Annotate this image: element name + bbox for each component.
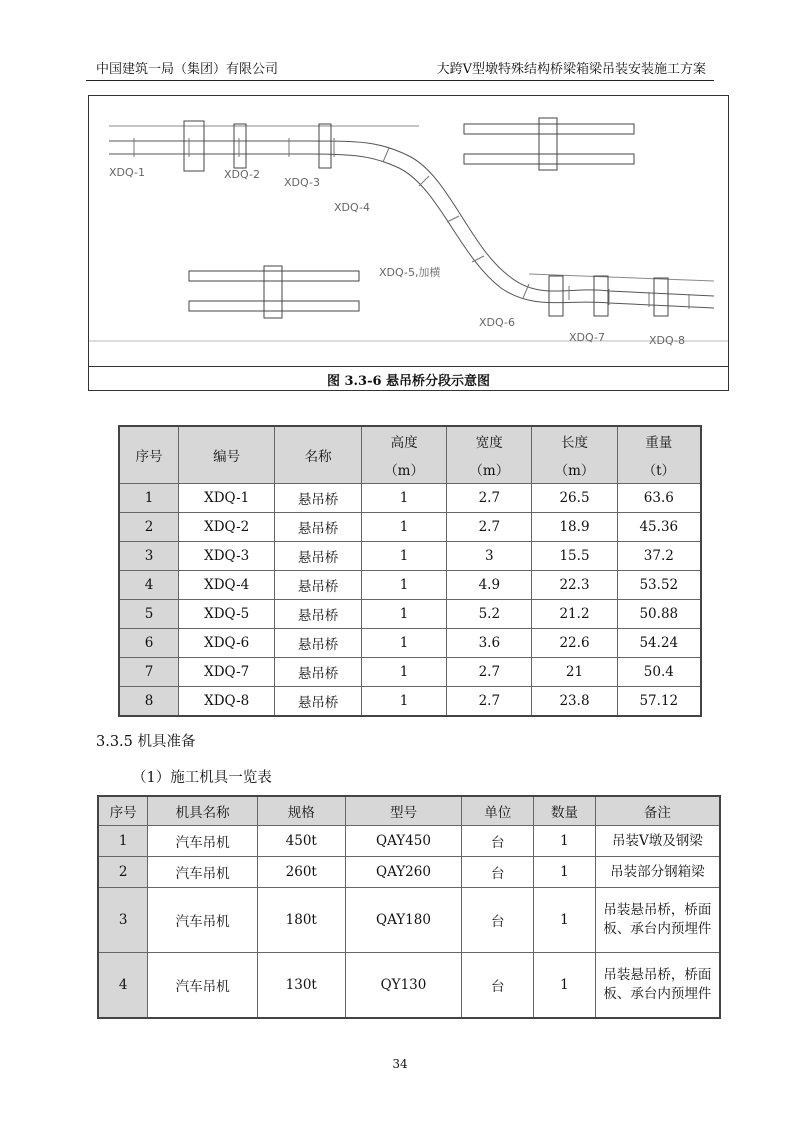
segment-label-xdq-7: XDQ-7 bbox=[569, 331, 605, 344]
cell-unit: 台 bbox=[462, 888, 534, 953]
cell-name: 悬吊桥 bbox=[275, 571, 362, 600]
cell-code: XDQ-2 bbox=[179, 513, 275, 542]
table-row bbox=[119, 658, 701, 687]
cell-index: 2 bbox=[98, 857, 148, 888]
cell-spec: 260t bbox=[257, 857, 345, 888]
cell-height: 1 bbox=[362, 687, 447, 717]
cell-weight: 53.52 bbox=[617, 571, 701, 600]
cell-model: QAY260 bbox=[345, 857, 462, 888]
cell-equipment-name: 汽车吊机 bbox=[148, 888, 258, 953]
cell-note: 吊装V墩及钢梁 bbox=[595, 826, 720, 857]
cell-model: QAY450 bbox=[345, 826, 462, 857]
col-header-unit: 单位 bbox=[462, 796, 534, 826]
cell-height: 1 bbox=[362, 658, 447, 687]
col-header-width: 宽度 （m） bbox=[447, 426, 532, 484]
cell-width: 2.7 bbox=[447, 658, 532, 687]
cell-code: XDQ-5 bbox=[179, 600, 275, 629]
cell-weight: 45.36 bbox=[617, 513, 701, 542]
header-company: 中国建筑一局（集团）有限公司 bbox=[96, 62, 279, 77]
cell-width: 3.6 bbox=[447, 629, 532, 658]
table-row bbox=[119, 484, 701, 513]
cell-code: XDQ-7 bbox=[179, 658, 275, 687]
cell-name: 悬吊桥 bbox=[275, 629, 362, 658]
cell-index: 5 bbox=[119, 600, 179, 629]
cell-length: 21 bbox=[532, 658, 617, 687]
cell-index: 1 bbox=[119, 484, 179, 513]
segment-label-xdq-3: XDQ-3 bbox=[284, 176, 320, 189]
figure-caption: 图 3.3-6 悬吊桥分段示意图 bbox=[89, 366, 728, 391]
cell-length: 15.5 bbox=[532, 542, 617, 571]
cell-width: 2.7 bbox=[447, 484, 532, 513]
col-header-name: 名称 bbox=[275, 426, 362, 484]
cell-equipment-name: 汽车吊机 bbox=[148, 826, 258, 857]
cell-length: 23.8 bbox=[532, 687, 617, 717]
cell-index: 3 bbox=[119, 542, 179, 571]
table-row bbox=[98, 826, 720, 857]
col-header-note: 备注 bbox=[595, 796, 720, 826]
equipment-table-header-row bbox=[98, 796, 720, 826]
cell-length: 22.3 bbox=[532, 571, 617, 600]
cell-quantity: 1 bbox=[534, 826, 596, 857]
cell-height: 1 bbox=[362, 629, 447, 658]
table-row bbox=[98, 953, 720, 1019]
table-row bbox=[98, 888, 720, 953]
col-header-quantity: 数量 bbox=[534, 796, 596, 826]
cell-index: 1 bbox=[98, 826, 148, 857]
cell-code: XDQ-1 bbox=[179, 484, 275, 513]
cell-note: 吊装部分钢箱梁 bbox=[595, 857, 720, 888]
cell-name: 悬吊桥 bbox=[275, 687, 362, 717]
segment-label-xdq-2: XDQ-2 bbox=[224, 168, 260, 181]
col-header-length: 长度 （m） bbox=[532, 426, 617, 484]
cell-equipment-name: 汽车吊机 bbox=[148, 857, 258, 888]
cell-weight: 54.24 bbox=[617, 629, 701, 658]
col-header-spec: 规格 bbox=[257, 796, 345, 826]
segment-label-xdq-4: XDQ-4 bbox=[334, 201, 370, 214]
cell-width: 3 bbox=[447, 542, 532, 571]
table-row bbox=[119, 542, 701, 571]
col-header-equipment-name: 机具名称 bbox=[148, 796, 258, 826]
cell-code: XDQ-8 bbox=[179, 687, 275, 717]
cell-weight: 50.4 bbox=[617, 658, 701, 687]
subsection-heading: （1）施工机具一览表 bbox=[132, 770, 272, 786]
segment-table-header-row bbox=[119, 426, 701, 484]
table-row bbox=[119, 600, 701, 629]
cell-model: QAY180 bbox=[345, 888, 462, 953]
cell-weight: 63.6 bbox=[617, 484, 701, 513]
table-row bbox=[119, 571, 701, 600]
col-header-model: 型号 bbox=[345, 796, 462, 826]
header-doc-title: 大跨V型墩特殊结构桥梁箱梁吊装安装施工方案 bbox=[436, 62, 706, 77]
section-heading: 3.3.5 机具准备 bbox=[96, 734, 196, 750]
cell-unit: 台 bbox=[462, 953, 534, 1019]
cell-index: 4 bbox=[98, 953, 148, 1019]
table-row bbox=[119, 629, 701, 658]
segment-label-xdq-5: XDQ-5,加横 bbox=[379, 266, 441, 279]
table-row bbox=[119, 513, 701, 542]
table-row bbox=[119, 687, 701, 717]
cell-length: 21.2 bbox=[532, 600, 617, 629]
cell-index: 6 bbox=[119, 629, 179, 658]
col-header-height: 高度 （m） bbox=[362, 426, 447, 484]
cell-equipment-name: 汽车吊机 bbox=[148, 953, 258, 1019]
segment-label-xdq-8: XDQ-8 bbox=[649, 334, 685, 347]
cell-weight: 50.88 bbox=[617, 600, 701, 629]
cell-spec: 130t bbox=[257, 953, 345, 1019]
cell-width: 4.9 bbox=[447, 571, 532, 600]
cell-weight: 57.12 bbox=[617, 687, 701, 717]
cell-name: 悬吊桥 bbox=[275, 658, 362, 687]
cell-code: XDQ-3 bbox=[179, 542, 275, 571]
cell-unit: 台 bbox=[462, 857, 534, 888]
cell-length: 18.9 bbox=[532, 513, 617, 542]
cell-spec: 180t bbox=[257, 888, 345, 953]
segment-table bbox=[118, 425, 702, 717]
cell-weight: 37.2 bbox=[617, 542, 701, 571]
cell-code: XDQ-4 bbox=[179, 571, 275, 600]
cell-quantity: 1 bbox=[534, 953, 596, 1019]
cell-length: 22.6 bbox=[532, 629, 617, 658]
cell-name: 悬吊桥 bbox=[275, 542, 362, 571]
cell-note: 吊装悬吊桥，桥面板、承台内预埋件 bbox=[595, 953, 720, 1019]
cell-width: 5.2 bbox=[447, 600, 532, 629]
equipment-table bbox=[97, 795, 721, 1019]
header-rule bbox=[86, 80, 714, 81]
cell-model: QY130 bbox=[345, 953, 462, 1019]
cell-height: 1 bbox=[362, 513, 447, 542]
cell-name: 悬吊桥 bbox=[275, 600, 362, 629]
bridge-segment-drawing bbox=[89, 96, 728, 366]
cell-code: XDQ-6 bbox=[179, 629, 275, 658]
cell-name: 悬吊桥 bbox=[275, 484, 362, 513]
cell-width: 2.7 bbox=[447, 513, 532, 542]
cell-index: 2 bbox=[119, 513, 179, 542]
col-header-code: 编号 bbox=[179, 426, 275, 484]
page-number: 34 bbox=[392, 1057, 408, 1071]
cell-height: 1 bbox=[362, 542, 447, 571]
cell-height: 1 bbox=[362, 600, 447, 629]
cell-index: 8 bbox=[119, 687, 179, 717]
cell-height: 1 bbox=[362, 571, 447, 600]
col-header-index: 序号 bbox=[119, 426, 179, 484]
col-header-weight: 重量 （t） bbox=[617, 426, 701, 484]
col-header-index: 序号 bbox=[98, 796, 148, 826]
cell-length: 26.5 bbox=[532, 484, 617, 513]
cell-index: 3 bbox=[98, 888, 148, 953]
cell-note: 吊装悬吊桥，桥面板、承台内预埋件 bbox=[595, 888, 720, 953]
cell-index: 7 bbox=[119, 658, 179, 687]
cell-width: 2.7 bbox=[447, 687, 532, 717]
cell-quantity: 1 bbox=[534, 888, 596, 953]
segment-label-xdq-6: XDQ-6 bbox=[479, 316, 515, 329]
cell-name: 悬吊桥 bbox=[275, 513, 362, 542]
cell-height: 1 bbox=[362, 484, 447, 513]
cell-quantity: 1 bbox=[534, 857, 596, 888]
cell-unit: 台 bbox=[462, 826, 534, 857]
cell-index: 4 bbox=[119, 571, 179, 600]
cell-spec: 450t bbox=[257, 826, 345, 857]
table-row bbox=[98, 857, 720, 888]
figure-frame bbox=[88, 95, 729, 391]
segment-label-xdq-1: XDQ-1 bbox=[109, 166, 145, 179]
